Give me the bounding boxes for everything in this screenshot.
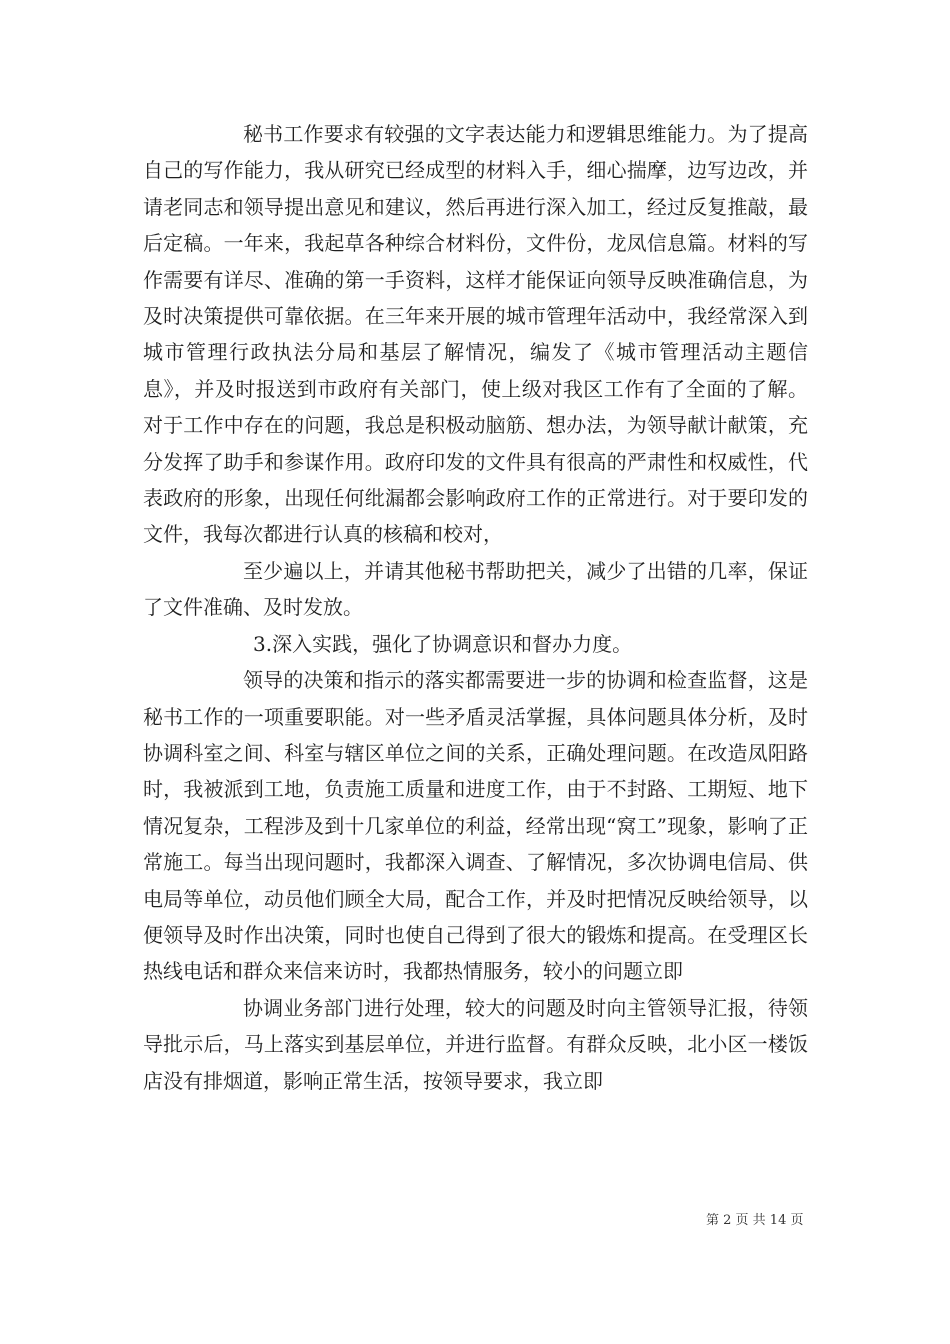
paragraph-supervision: 协调业务部门进行处理，较大的问题及时向主管领导汇报，待领导批示后，马上落实到基层单位，并进行监督。有群众反映，北小区一楼饭店没有排烟道，影响正常生活，按领导要求，我立即 bbox=[143, 995, 808, 1093]
paragraph-writing-ability: 秘书工作要求有较强的文字表达能力和逻辑思维能力。为了提高自己的写作能力，我从研究已经成型的材料入手，细心揣摩，边写边改，并请老同志和领导提出意见和建议，然后再进行深入加工，经过反复推敲，最后定稿。一年来，我起草各种综合材料份，文件份，龙凤信息篇。材料的写作需要有详尽、准确的第一手资料，这样才能保证向领导反映准确信息，为及时决策提供可靠依据。在三年来开展的城市管理年活动中，我经常深入到城市管理行政执法分局和基层了解情况，编发了《城市管理活动主题信息》，并及时报送到市政府有关部门，使上级对我区工作有了全面的了解。对于工作中存在的问题，我总是积极动脑筋、想办法，为领导献计献策，充分发挥了助手和参谋作用。政府印发的文件具有很高的严肃性和权威性，代表政府的形象，出现任何纰漏都会影响政府工作的正常进行。对于要印发的文件，我每次都进行认真的核稿和校对， bbox=[143, 122, 808, 547]
paragraph-proofreading: 至少遍以上，并请其他秘书帮助把关，减少了出错的几率，保证了文件准确、及时发放。 bbox=[143, 558, 808, 620]
page-number-footer: 第 2 页 共 14 页 bbox=[706, 1213, 804, 1228]
section-heading-coordination: 3.深入实践，强化了协调意识和督办力度。 bbox=[253, 631, 633, 656]
document-body bbox=[143, 116, 808, 1099]
paragraph-coordination: 领导的决策和指示的落实都需要进一步的协调和检查监督，这是秘书工作的一项重要职能。对一些矛盾灵活掌握，具体问题具体分析，及时协调科室之间、科室与辖区单位之间的关系，正确处理问题。在改造凤阳路时，我被派到工地，负责施工质量和进度工作，由于不封路、工期短、地下情况复杂，工程涉及到十几家单位的利益，经常出现“窝工”现象，影响了正常施工。每当出现问题时，我都深入调查、了解情况，多次协调电信局、供电局等单位，动员他们顾全大局，配合工作，并及时把情况反映给领导，以便领导及时作出决策，同时也使自己得到了很大的锻炼和提高。在受理区长热线电话和群众来信来访时，我都热情服务，较小的问题立即 bbox=[143, 668, 808, 984]
